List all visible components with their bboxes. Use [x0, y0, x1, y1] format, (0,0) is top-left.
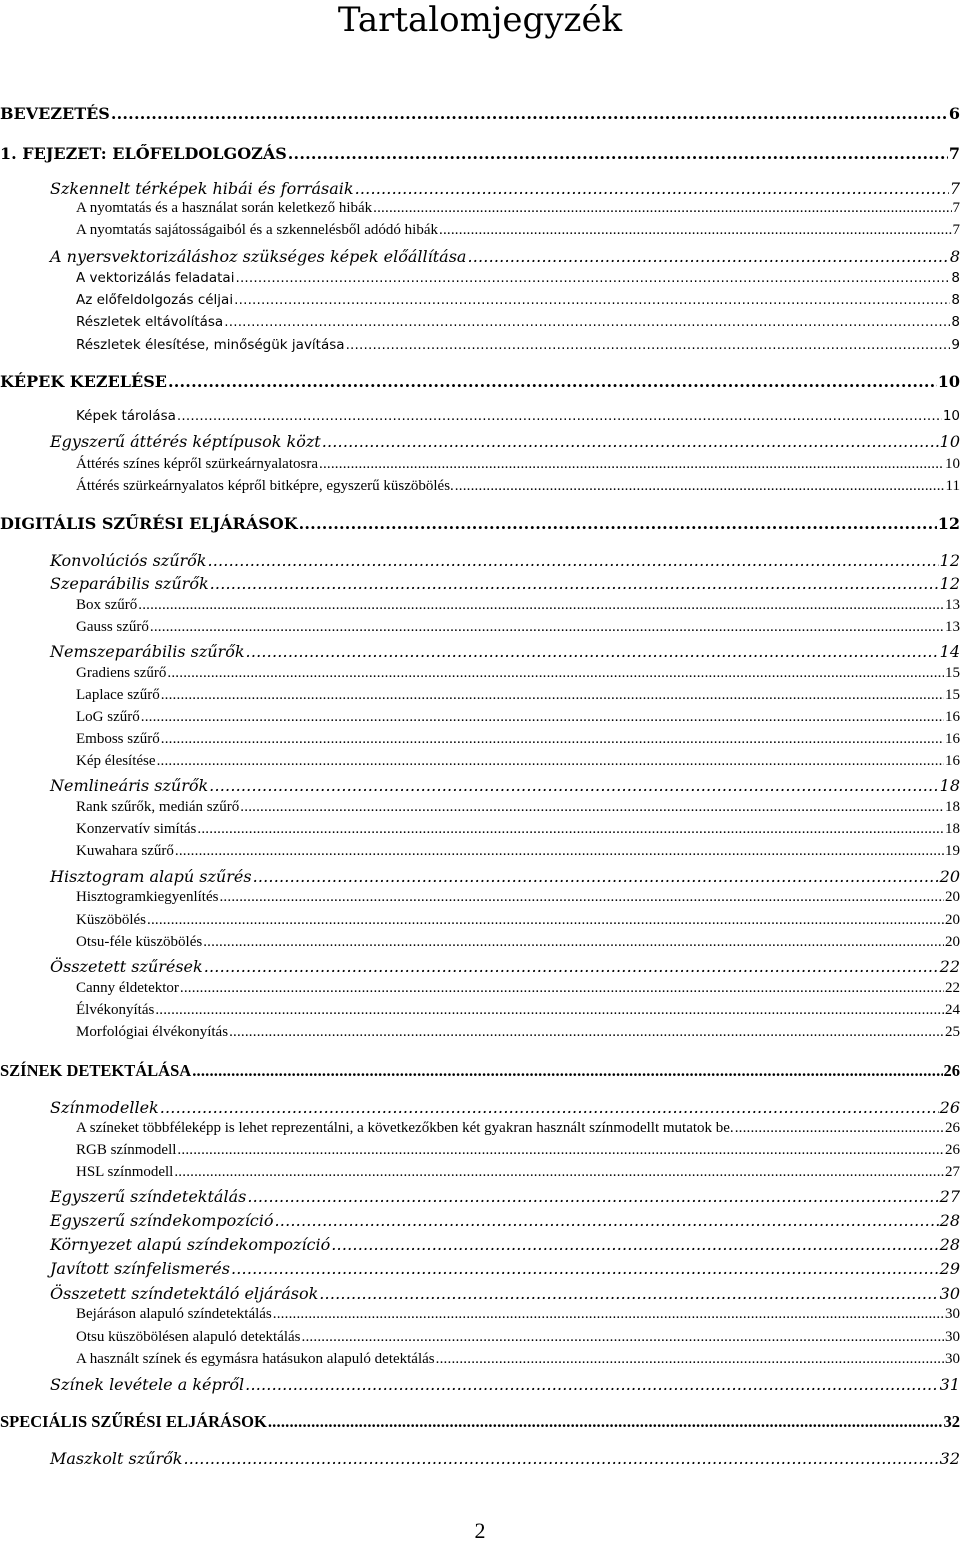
toc-entry-page: 30: [945, 1329, 960, 1345]
dot-leader: [155, 1002, 944, 1019]
toc-entry[interactable]: [76, 337, 960, 353]
toc-entry-title: Egyszerű áttérés képtípusok közt: [50, 432, 321, 451]
toc-entry[interactable]: [50, 1375, 960, 1394]
toc-entry-page: 24: [945, 1002, 960, 1018]
toc-entry-page: 14: [939, 642, 960, 661]
dot-leader: [288, 144, 948, 163]
toc-entry-page: 13: [945, 619, 960, 635]
toc-entry-title: Kép élesítése: [76, 753, 156, 769]
toc-entry-title: KÉPEK KEZELÉSE: [0, 372, 167, 391]
toc-entry-title: Részletek élesítése, minőségük javítása: [76, 337, 345, 353]
toc-entry[interactable]: [76, 687, 960, 704]
toc-entry-page: 20: [945, 934, 960, 950]
toc-entry-page: 19: [945, 843, 960, 859]
toc-entry-title: Szkennelt térképek hibái és forrásaik: [50, 179, 354, 198]
dot-leader: [253, 867, 939, 886]
dot-leader: [192, 1061, 942, 1081]
toc-entry-page: 10: [945, 456, 960, 472]
toc-entry-title: Hisztogram alapú szűrés: [50, 867, 252, 886]
toc-entry-title: LoG szűrő: [76, 709, 140, 725]
toc-entry-page: 8: [951, 314, 960, 330]
dot-leader: [436, 1351, 944, 1368]
dot-leader: [209, 776, 938, 795]
toc-entry-page: 10: [937, 372, 960, 391]
toc-entry[interactable]: [50, 1235, 960, 1254]
toc-entry[interactable]: [76, 456, 960, 473]
dot-leader: [224, 314, 950, 330]
toc-entry-page: 8: [951, 270, 960, 286]
toc-entry[interactable]: [76, 912, 960, 929]
dot-leader: [373, 200, 951, 217]
dot-leader: [175, 843, 944, 860]
toc-entry-title: Maszkolt szűrők: [50, 1449, 183, 1468]
dot-leader: [247, 1187, 938, 1206]
toc-entry-title: Kuwahara szűrő: [76, 843, 174, 859]
toc-entry[interactable]: [76, 934, 960, 951]
dot-leader: [246, 642, 939, 661]
toc-entry-title: Egyszerű színdetektálás: [50, 1187, 247, 1206]
toc-entry-title: Gradiens szűrő: [76, 665, 167, 681]
toc-entry[interactable]: [76, 753, 960, 770]
toc-entry[interactable]: [0, 144, 960, 163]
toc-entry-title: Szeparábilis szűrők: [50, 574, 209, 593]
dot-leader: [174, 1164, 944, 1181]
dot-leader: [229, 1024, 944, 1041]
toc-entry-title: A színeket többféleképp is lehet reprezentálni, a következőkben két gyakran használt színmodellt mutatok be.: [76, 1120, 734, 1136]
toc-entry[interactable]: [76, 408, 960, 424]
dot-leader: [138, 597, 944, 614]
toc-entry-title: A nyomtatás és a használat során keletkező hibák: [76, 200, 373, 216]
dot-leader: [273, 1306, 944, 1323]
toc-entry[interactable]: [76, 270, 960, 286]
toc-entry-page: 12: [939, 574, 960, 593]
toc-entry[interactable]: [76, 1306, 960, 1323]
dot-leader: [299, 514, 937, 533]
dot-leader: [735, 1120, 944, 1137]
toc-entry-title: A használt színek és egymásra hatásukon alapuló detektálás: [76, 1351, 435, 1367]
toc-entry-page: 22: [945, 980, 960, 996]
toc-entry-title: Otsu küszöbölésen alapuló detektálás: [76, 1329, 301, 1345]
toc-entry-page: 25: [945, 1024, 960, 1040]
toc-entry-title: Képek tárolása: [76, 408, 176, 424]
toc-entry[interactable]: [76, 200, 960, 217]
toc-entry-page: 18: [945, 821, 960, 837]
toc-entry-page: 11: [945, 478, 960, 494]
toc-entry-page: 18: [939, 776, 960, 795]
dot-leader: [234, 292, 950, 308]
toc-entry-page: 30: [945, 1306, 960, 1322]
toc-entry-page: 16: [945, 731, 960, 747]
toc-entry[interactable]: [50, 1098, 960, 1117]
toc-entry-page: 28: [939, 1211, 960, 1230]
toc-entry-title: Részletek eltávolítása: [76, 314, 224, 330]
dot-leader: [275, 1211, 939, 1230]
dot-leader: [183, 1449, 938, 1468]
toc-entry-title: Nemszeparábilis szűrők: [50, 642, 245, 661]
dot-leader: [355, 179, 949, 198]
toc-entry[interactable]: [50, 776, 960, 795]
toc-entry-page: 26: [943, 1061, 960, 1080]
toc-entry[interactable]: [50, 247, 960, 266]
dot-leader: [319, 1284, 938, 1303]
dot-leader: [210, 574, 939, 593]
toc-entry-title: SPECIÁLIS SZŰRÉSI ELJÁRÁSOK: [0, 1412, 267, 1431]
toc-entry[interactable]: [50, 432, 960, 451]
toc-entry[interactable]: [76, 799, 960, 816]
toc-entry-title: Színmodellek: [50, 1098, 159, 1117]
toc-entry-page: 32: [943, 1412, 960, 1431]
toc-entry[interactable]: [76, 980, 960, 997]
toc-entry[interactable]: [76, 1002, 960, 1019]
toc-entry-page: 20: [939, 867, 960, 886]
toc-entry-page: 27: [945, 1164, 960, 1180]
toc-entry-title: Otsu-féle küszöbölés: [76, 934, 203, 950]
toc-entry[interactable]: [76, 478, 960, 495]
toc-entry-page: 32: [939, 1449, 960, 1468]
toc-entry-page: 20: [945, 889, 960, 905]
toc-entry-page: 22: [939, 957, 960, 976]
toc-entry-title: RGB színmodell: [76, 1142, 177, 1158]
toc-entry[interactable]: [76, 314, 960, 330]
toc-entry-title: Box szűrő: [76, 597, 138, 613]
dot-leader: [231, 1259, 939, 1278]
dot-leader: [157, 753, 944, 770]
toc-entry-title: Bejáráson alapuló színdetektálás: [76, 1306, 272, 1322]
toc-entry[interactable]: [0, 372, 960, 391]
dot-leader: [235, 270, 950, 286]
toc-entry[interactable]: [0, 1061, 960, 1081]
toc-entry[interactable]: [76, 1120, 960, 1137]
dot-leader: [240, 799, 944, 816]
toc-entry-page: 30: [939, 1284, 960, 1303]
toc-entry-title: Gauss szűrő: [76, 619, 149, 635]
toc-entry[interactable]: [76, 889, 960, 906]
toc-entry-page: 26: [945, 1142, 960, 1158]
dot-leader: [346, 337, 951, 353]
dot-leader: [203, 934, 944, 951]
toc-entry-title: Küszöbölés: [76, 912, 146, 928]
toc-entry[interactable]: [50, 642, 960, 661]
toc-entry-title: Laplace szűrő: [76, 687, 160, 703]
dot-leader: [439, 222, 952, 239]
toc-entry-page: 7: [949, 179, 960, 198]
toc-entry[interactable]: [0, 104, 960, 123]
toc-entry-title: A vektorizálás feladatai: [76, 270, 235, 286]
toc-entry-page: 7: [952, 222, 960, 238]
toc-entry[interactable]: [76, 292, 960, 308]
toc-entry-title: Nemlineáris szűrők: [50, 776, 209, 795]
toc-entry[interactable]: [76, 1351, 960, 1368]
toc-entry-title: Javított színfelismerés: [50, 1259, 230, 1278]
toc-entry[interactable]: [0, 514, 960, 533]
toc-entry-page: 30: [945, 1351, 960, 1367]
dot-leader: [167, 665, 944, 682]
toc-entry-page: 6: [948, 104, 960, 123]
dot-leader: [160, 1098, 939, 1117]
toc-entry[interactable]: [76, 222, 960, 239]
dot-leader: [455, 478, 945, 495]
dot-leader: [322, 432, 939, 451]
toc-entry-title: Színek levétele a képről: [50, 1375, 245, 1394]
toc-entry-title: Az előfeldolgozás céljai: [76, 292, 234, 308]
toc-entry[interactable]: [76, 1024, 960, 1041]
dot-leader: [219, 889, 944, 906]
toc-entry-page: 16: [945, 709, 960, 725]
toc-entry-page: 7: [952, 200, 960, 216]
toc-entry-page: 15: [945, 687, 960, 703]
toc-entry-page: 26: [939, 1098, 960, 1117]
toc-entry[interactable]: [76, 597, 960, 614]
page-title: Tartalomjegyzék: [337, 0, 623, 40]
toc-entry-title: Morfológiai élvékonyítás: [76, 1024, 229, 1040]
dot-leader: [168, 372, 937, 391]
toc-entry-page: 10: [939, 432, 960, 451]
toc-entry-page: 31: [939, 1375, 960, 1394]
dot-leader: [177, 1142, 944, 1159]
toc-entry-title: Konvolúciós szűrők: [50, 551, 207, 570]
toc-entry-title: Hisztogramkiegyenlítés: [76, 889, 219, 905]
dot-leader: [245, 1375, 938, 1394]
toc-entry[interactable]: [50, 1259, 960, 1278]
dot-leader: [207, 551, 938, 570]
toc-entry-page: 7: [948, 144, 960, 163]
dot-leader: [147, 912, 944, 929]
toc-entry-page: 20: [945, 912, 960, 928]
toc-entry-title: Összetett színdetektáló eljárások: [50, 1284, 319, 1303]
dot-leader: [302, 1329, 944, 1346]
toc-entry-title: Konzervatív simítás: [76, 821, 197, 837]
toc-entry[interactable]: [50, 1449, 960, 1468]
toc-entry-page: 15: [945, 665, 960, 681]
toc-entry-page: 18: [945, 799, 960, 815]
toc-entry-title: Emboss szűrő: [76, 731, 160, 747]
toc-entry[interactable]: [50, 551, 960, 570]
dot-leader: [204, 957, 939, 976]
toc-entry-title: Áttérés színes képről szürkeárnyalatosra: [76, 456, 318, 472]
toc-entry[interactable]: [76, 1142, 960, 1159]
dot-leader: [161, 731, 944, 748]
dot-leader: [467, 247, 948, 266]
toc-entry-title: BEVEZETÉS: [0, 104, 110, 123]
toc-entry-page: 16: [945, 753, 960, 769]
toc-entry[interactable]: [76, 843, 960, 860]
dot-leader: [111, 104, 948, 123]
toc-entry-title: HSL színmodell: [76, 1164, 174, 1180]
dot-leader: [150, 619, 944, 636]
page-number: 2: [474, 1518, 486, 1543]
toc-entry-title: A nyersvektorizáláshoz szükséges képek előállítása: [50, 247, 467, 266]
toc-entry-page: 13: [945, 597, 960, 613]
toc-entry-page: 8: [951, 292, 960, 308]
dot-leader: [268, 1412, 943, 1432]
dot-leader: [141, 709, 944, 726]
toc-entry-page: 28: [939, 1235, 960, 1254]
dot-leader: [197, 821, 944, 838]
toc-entry-page: 8: [949, 247, 960, 266]
toc-entry-page: 9: [951, 337, 960, 353]
toc-entry-title: DIGITÁLIS SZŰRÉSI ELJÁRÁSOK: [0, 514, 298, 533]
toc-entry-page: 27: [939, 1187, 960, 1206]
toc-entry[interactable]: [76, 821, 960, 838]
toc-entry-title: Környezet alapú színdekompozíció: [50, 1235, 331, 1254]
toc-entry[interactable]: [50, 574, 960, 593]
toc-entry[interactable]: [50, 1284, 960, 1303]
toc-entry-title: Egyszerű színdekompozíció: [50, 1211, 274, 1230]
toc-entry-title: Rank szűrők, medián szűrő: [76, 799, 240, 815]
toc-entry-page: 26: [945, 1120, 960, 1136]
toc-entry[interactable]: [50, 179, 960, 198]
dot-leader: [180, 980, 944, 997]
toc-entry[interactable]: [50, 1211, 960, 1230]
toc-entry[interactable]: [76, 619, 960, 636]
toc-entry-page: 12: [939, 551, 960, 570]
toc-entry[interactable]: [50, 867, 960, 886]
toc-entry[interactable]: [76, 731, 960, 748]
toc-entry-title: Canny éldetektor: [76, 980, 179, 996]
toc-entry-page: 29: [939, 1259, 960, 1278]
dot-leader: [319, 456, 944, 473]
toc-entry[interactable]: [76, 1329, 960, 1346]
toc-entry[interactable]: [76, 709, 960, 726]
toc-entry[interactable]: [0, 1412, 960, 1432]
dot-leader: [177, 408, 942, 424]
toc-entry[interactable]: [50, 957, 960, 976]
toc-entry-title: Élvékonyítás: [76, 1002, 155, 1018]
dot-leader: [161, 687, 944, 704]
toc-entry[interactable]: [76, 665, 960, 682]
dot-leader: [331, 1235, 938, 1254]
toc-entry-page: 12: [937, 514, 960, 533]
toc-entry-title: SZÍNEK DETEKTÁLÁSA: [0, 1061, 192, 1080]
toc-entry-title: Áttérés szürkeárnyalatos képről bitképre, egyszerű küszöbölés.: [76, 478, 454, 494]
toc-entry[interactable]: [50, 1187, 960, 1206]
toc-entry-page: 10: [942, 408, 960, 424]
toc-entry-title: 1. FEJEZET: ELŐFELDOLGOZÁS: [0, 144, 287, 163]
toc-entry-title: A nyomtatás sajátosságaiból és a szkennelésből adódó hibák: [76, 222, 438, 238]
toc-entry[interactable]: [76, 1164, 960, 1181]
toc-entry-title: Összetett szűrések: [50, 957, 203, 976]
